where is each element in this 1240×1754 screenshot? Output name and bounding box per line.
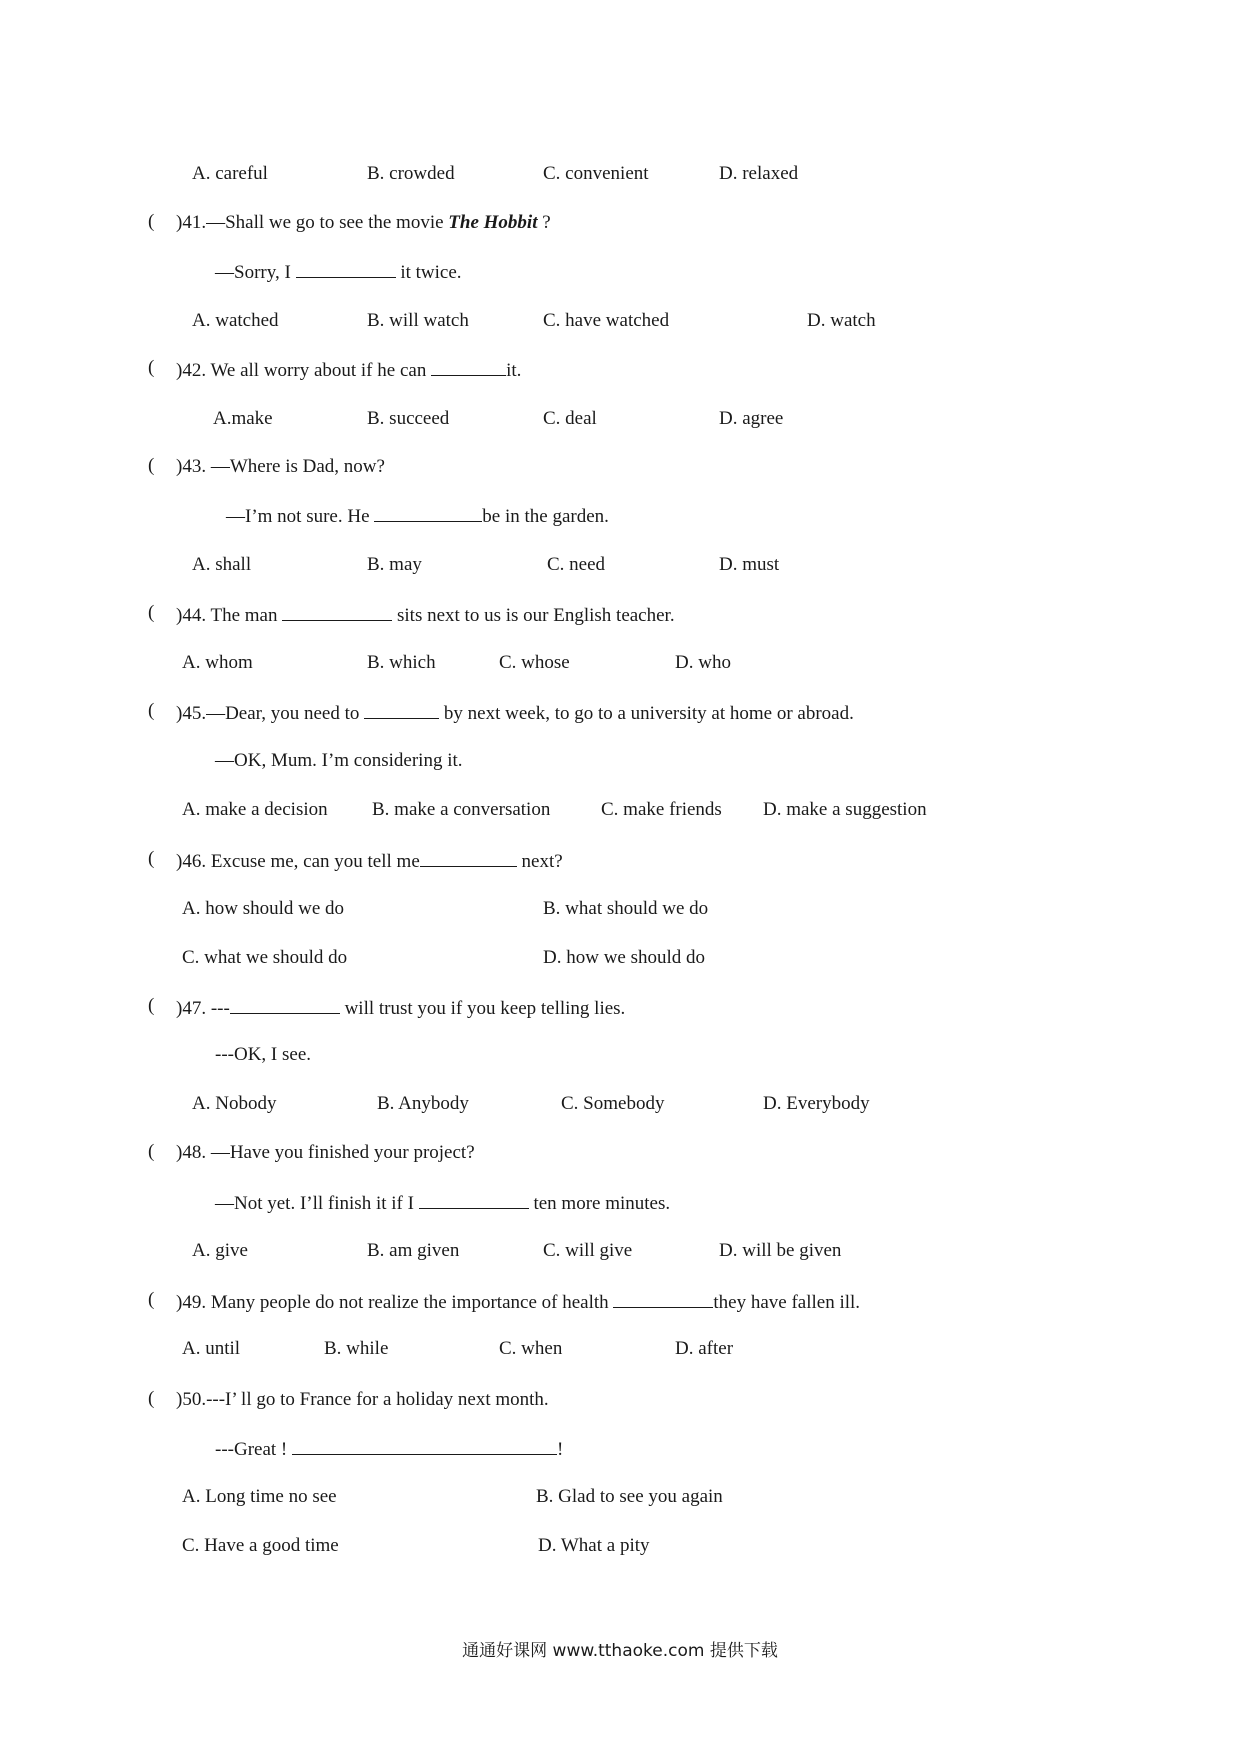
q45-option-b: B. make a conversation <box>372 799 551 820</box>
q45-stem: )45.—Dear, you need to by next week, to go to a university at home or abroad. <box>176 700 854 726</box>
q41-option-d: D. watch <box>807 310 876 331</box>
q49-stem: )49. Many people do not realize the importance of health they have fallen ill. <box>176 1289 860 1315</box>
q43-answer-paren[interactable]: ( <box>148 455 155 476</box>
q41-blank[interactable] <box>296 259 396 278</box>
q42-stem: )42. We all worry about if he can it. <box>176 357 521 383</box>
q43-reply: —I’m not sure. He be in the garden. <box>226 503 609 529</box>
q47-option-b: B. Anybody <box>377 1093 469 1114</box>
q45-option-a: A. make a decision <box>182 799 328 820</box>
q49-option-a: A. until <box>182 1338 241 1359</box>
q44-option-a: A. whom <box>182 652 253 673</box>
q46-blank[interactable] <box>420 848 517 867</box>
q43-number: )43. <box>176 456 207 477</box>
q46-stem: )46. Excuse me, can you tell me next? <box>176 848 563 874</box>
q47-blank[interactable] <box>230 995 340 1014</box>
q45-answer-paren[interactable]: ( <box>148 700 155 721</box>
q44-blank[interactable] <box>282 602 392 621</box>
q45-number: )45. <box>176 703 207 724</box>
q47-option-d: D. Everybody <box>763 1093 870 1114</box>
q50-reply: ---Great ! ! <box>215 1436 563 1462</box>
q42-blank[interactable] <box>431 357 506 376</box>
q43-blank[interactable] <box>374 503 482 522</box>
q49-option-c: C. when <box>499 1338 563 1359</box>
q41-reply: —Sorry, I it twice. <box>215 259 462 285</box>
q49-number: )49. <box>176 1292 207 1313</box>
q44-option-d: D. who <box>675 652 731 673</box>
q50-number: )50. <box>176 1389 207 1410</box>
q41-option-b: B. will watch <box>367 310 469 331</box>
q48-answer-paren[interactable]: ( <box>148 1141 155 1162</box>
q42-option-a: A.make <box>213 408 273 429</box>
q47-answer-paren[interactable]: ( <box>148 995 155 1016</box>
q49-option-b: B. while <box>324 1338 389 1359</box>
q47-reply: ---OK, I see. <box>215 1044 312 1065</box>
q41-option-c: C. have watched <box>543 310 670 331</box>
q48-option-a: A. give <box>192 1240 248 1261</box>
q44-number: )44. <box>176 605 207 626</box>
q44-answer-paren[interactable]: ( <box>148 602 155 623</box>
q42-number: )42. <box>176 360 207 381</box>
q45-option-d: D. make a suggestion <box>763 799 927 820</box>
q47-number: )47. <box>176 998 207 1019</box>
q44-option-b: B. which <box>367 652 436 673</box>
q46-option-c: C. what we should do <box>182 947 348 968</box>
q41-number: )41. <box>176 212 207 233</box>
q44-option-c: C. whose <box>499 652 570 673</box>
q45-reply: —OK, Mum. I’m considering it. <box>215 750 463 771</box>
q45-option-c: C. make friends <box>601 799 722 820</box>
q42-option-b: B. succeed <box>367 408 450 429</box>
q50-option-a: A. Long time no see <box>182 1486 337 1507</box>
q48-option-d: D. will be given <box>719 1240 842 1261</box>
q46-option-a: A. how should we do <box>182 898 345 919</box>
q46-option-b: B. what should we do <box>543 898 709 919</box>
q40-option-b: B. crowded <box>367 163 455 184</box>
q50-option-c: C. Have a good time <box>182 1535 339 1556</box>
q41-option-a: A. watched <box>192 310 279 331</box>
q42-answer-paren[interactable]: ( <box>148 357 155 378</box>
q41-stem: )41.—Shall we go to see the movie The Hobbit ? <box>176 212 551 233</box>
q42-option-d: D. agree <box>719 408 784 429</box>
q46-option-d: D. how we should do <box>543 947 706 968</box>
q47-option-c: C. Somebody <box>561 1093 665 1114</box>
q49-blank[interactable] <box>613 1289 713 1308</box>
q43-stem: )43. —Where is Dad, now? <box>176 456 385 477</box>
q46-number: )46. <box>176 851 207 872</box>
q40-option-c: C. convenient <box>543 163 649 184</box>
q44-stem: )44. The man sits next to us is our English teacher. <box>176 602 675 628</box>
page-footer: 通通好课网 www.tthaoke.com 提供下载 <box>462 1641 778 1661</box>
q48-option-c: C. will give <box>543 1240 633 1261</box>
q40-option-a: A. careful <box>192 163 268 184</box>
q49-answer-paren[interactable]: ( <box>148 1289 155 1310</box>
q47-stem: )47. --- will trust you if you keep telling lies. <box>176 995 625 1021</box>
q41-answer-paren[interactable]: ( <box>148 211 155 232</box>
q48-stem: )48. —Have you finished your project? <box>176 1142 475 1163</box>
q45-blank[interactable] <box>364 700 439 719</box>
q46-answer-paren[interactable]: ( <box>148 848 155 869</box>
q48-option-b: B. am given <box>367 1240 460 1261</box>
q40-option-d: D. relaxed <box>719 163 799 184</box>
movie-title: The Hobbit <box>448 212 538 233</box>
q43-option-b: B. may <box>367 554 422 575</box>
q43-option-c: C. need <box>547 554 606 575</box>
q48-blank[interactable] <box>419 1190 529 1209</box>
q50-stem: )50.---I’ ll go to France for a holiday next month. <box>176 1389 549 1410</box>
q50-answer-paren[interactable]: ( <box>148 1388 155 1409</box>
q50-option-b: B. Glad to see you again <box>536 1486 723 1507</box>
q48-reply: —Not yet. I’ll finish it if I ten more minutes. <box>215 1190 670 1216</box>
q43-option-a: A. shall <box>192 554 252 575</box>
q50-option-d: D. What a pity <box>538 1535 650 1556</box>
q47-option-a: A. Nobody <box>192 1093 277 1114</box>
q42-option-c: C. deal <box>543 408 597 429</box>
q48-number: )48. <box>176 1142 207 1163</box>
q43-option-d: D. must <box>719 554 780 575</box>
q50-blank[interactable] <box>292 1436 557 1455</box>
q49-option-d: D. after <box>675 1338 734 1359</box>
